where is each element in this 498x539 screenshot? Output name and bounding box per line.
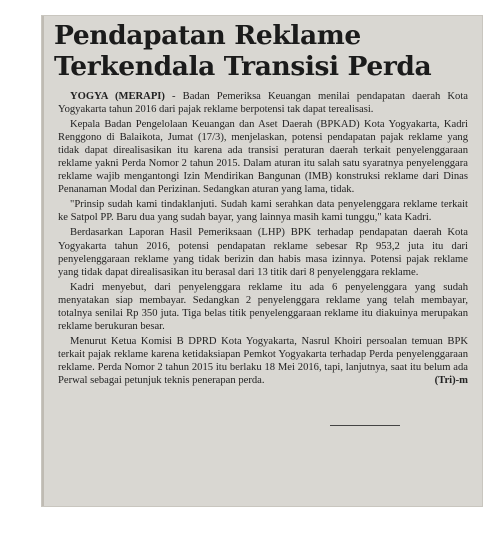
clipping-edge-shadow (42, 16, 44, 506)
paragraph-4: Kadri menyebut, dari penyelenggara reklame itu ada 6 penyelenggara yang sudah menyatakan siap membayar. Sedangkan 2 penyelenggara reklame yang telah membayar, totalnya senilai Rp 350 juta. Tiga belas titik penyelenggaraan reklame itu diakuinya merupakan reklame berukuran besar. (58, 281, 468, 332)
newspaper-clipping (42, 16, 482, 506)
article-headline (42, 16, 482, 82)
headline-line-2: Terkendala Transisi Perda (54, 51, 432, 82)
paragraph-1: Kepala Badan Pengelolaan Keuangan dan Aset Daerah (BPKAD) Kota Yogyakarta, Kadri Renggono di Balaikota, Jumat (17/3), menjelaskan, potensi pendapatan pajak reklame yang tidak dapat direalisasikan itu karena ada transisi peraturan daerah terkait penyelenggaraan reklame yakni Perda Nomor 2 tahun 2015. Dalam aturan itu salah satu syaratnya penyelenggara reklame wajib mengantongi Izin Mendirikan Bangunan (IMB) konstruksi reklame dari Dinas Penanaman Modal dan Perizinan. Sedangkan aturan yang lama, tidak. (58, 119, 468, 196)
lead-paragraph (58, 90, 468, 116)
headline-line-1: Pendapatan Reklame (54, 20, 361, 51)
article-body (42, 82, 482, 387)
paragraph-5-text: Menurut Ketua Komisi B DPRD Kota Yogyakarta, Nasrul Khoiri persoalan temuan BPK terkait pajak reklame karena ketidaksiapan Pemkot Yogyakarta terhadap Perda penyelenggaraan reklame. Perda Nomor 2 tahun 2015 itu berlaku 18 Mei 2016, tapi, lanjutnya, saat itu belum ada Perwal sebagai petunjuk teknis penerapan perda. (58, 335, 468, 386)
author-signoff: (Tri)-m (434, 374, 468, 386)
lead-text: - Badan Pemeriksa Keuangan menilai pendapatan daerah Kota Yogyakarta tahun 2016 dari pajak reklame berpotensi tak dapat terealisasi. (58, 91, 468, 116)
paragraph-5 (58, 335, 468, 387)
pen-underline-mark (330, 425, 400, 426)
paragraph-3: Berdasarkan Laporan Hasil Pemeriksaan (LHP) BPK terhadap pendapatan daerah Kota Yogyakarta tahun 2016, potensi pendapatan reklame sebesar Rp 953,2 juta itu dari penyelenggaraan reklame yang tidak berizin dan habis masa izinnya. Potensi pajak reklame yang tidak dapat direalisasikan itu berasal dari 13 titik dari 8 penyelenggara reklame. (58, 227, 468, 278)
dateline: YOGYA (MERAPI) (70, 91, 165, 102)
paragraph-2: "Prinsip sudah kami tindaklanjuti. Sudah kami serahkan data penyelenggara reklame terkait ke Satpol PP. Baru dua yang sudah bayar, yang lainnya masih kami tunggu," kata Kadri. (58, 199, 468, 224)
